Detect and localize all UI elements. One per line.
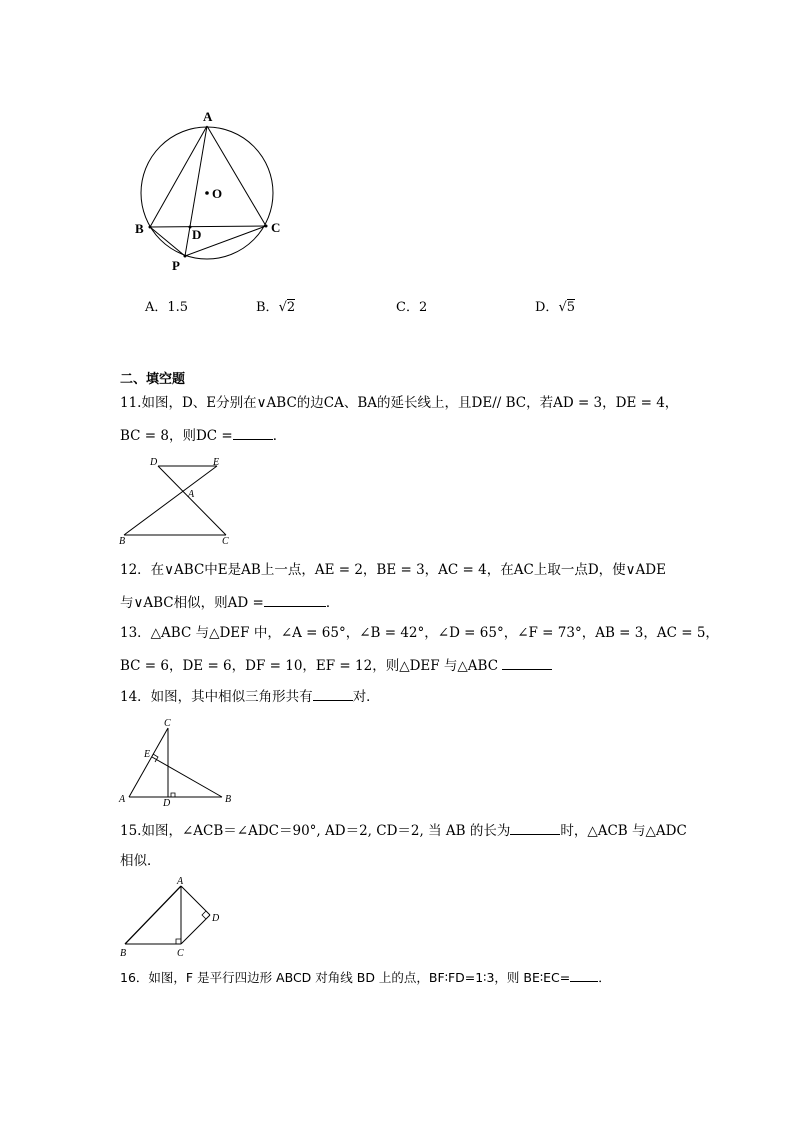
label-c: C [222,536,229,547]
q16-line: 16．如图，F 是平行四边形 ABCD 对角线 BD 上的点，BF∶FD=1∶3，则 BE∶EC= ． [120,967,611,988]
center-point [205,191,209,195]
segment-eb [152,757,222,797]
option-d: D．√5 [535,300,576,315]
q13-line1: 13．△ABC 与△DEF 中，∠A = 65°，∠B = 42°，∠D = 65°，∠F = 73°，AB = 3，AC = 5， [120,625,719,641]
point-p-dot [184,255,187,258]
label-e: E [144,749,151,760]
segment-ab [125,886,181,944]
circle-triangle-figure [128,108,298,278]
answer-blank [502,655,552,670]
answer-blank [313,686,353,701]
segment-bp [150,227,185,256]
label-d: D [150,457,158,468]
label-d: D [212,913,220,924]
radicand: 5 [566,300,576,315]
label-b: B [120,948,127,959]
label-d: D [163,798,171,809]
q13-line2: BC = 6，DE = 6，DF = 10，EF = 12，则△DEF 与△ABC [120,655,552,676]
q11-line2: BC = 8，则DC = ． [120,425,286,446]
q12-line2: 与∨ABC相似，则AD = ． [120,592,339,613]
label-c: C [271,220,281,235]
option-c: C．2 [396,300,428,315]
right-angle-mark-d [202,911,206,919]
sqrt-symbol: √ [558,300,567,315]
segment-eb [124,466,217,535]
radicand: 2 [286,300,296,315]
label-e: E [213,457,220,468]
segment-ad [181,886,210,915]
q15-line1: 15.如图，∠ACB＝∠ADC＝90°, AD＝2, CD＝2, 当 AB 的长为 时，△ACB 与△ADC [120,820,687,841]
section-title: 二、填空题 [120,372,186,387]
option-b: B．√2 [256,300,296,315]
answer-blank [510,820,560,835]
label-b: B [135,221,144,236]
label-a: A [188,489,195,500]
label-o: O [212,186,223,201]
right-angle-mark-d [171,793,175,797]
segment-dc [158,466,226,535]
point-b-dot [149,226,152,229]
label-c: C [177,948,184,959]
point-c-dot [265,225,268,228]
q12-line1: 12．在∨ABC中E是AB上一点，AE = 2，BE = 3，AC = 4，在AC上取一点D，使∨ADE [120,562,666,578]
label-a: A [119,794,126,805]
segment-ac [207,126,266,226]
answer-blank [570,967,598,982]
label-p: P [172,258,180,273]
hourglass-figure [115,455,240,547]
segment-dc [181,915,210,944]
label-b: B [119,536,126,547]
q14-line: 14．如图，其中相似三角形共有 对． [120,686,380,707]
label-a: A [203,109,213,124]
answer-blank [264,592,326,607]
answer-blank [233,425,273,440]
right-angle-mark-c [176,939,181,944]
segment-bc [150,226,266,227]
q11-line1: 11.如图，D、E分别在∨ABC的边CA、BA的延长线上，且DE// BC，若AD = 3，DE = 4， [120,395,679,411]
q15-line2: 相似． [120,853,161,869]
label-c: C [164,718,171,729]
label-b: B [225,794,232,805]
sqrt-symbol: √ [278,300,287,315]
quadrilateral-figure [115,872,230,962]
label-a: A [177,876,184,887]
option-a: A．1.5 [145,300,189,315]
right-triangles-figure [115,712,240,809]
label-d: D [192,227,202,242]
